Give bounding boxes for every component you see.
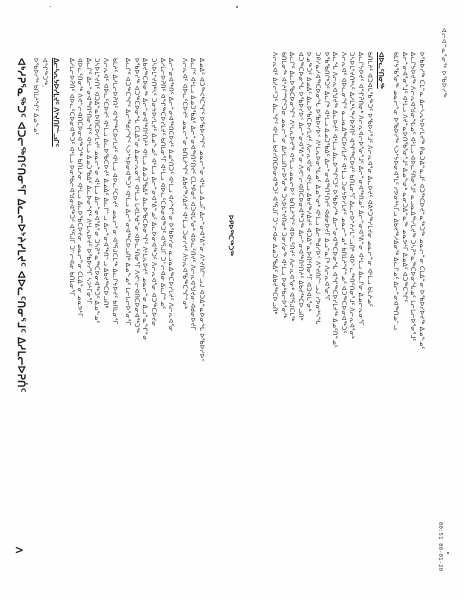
text-line: ᐃᓕᓐᓂᐊᕐᓂᕐᒧᑦ ᐊᒻᒪᓗ ᐱᔪᓐᓇᐅᑎᖃᕐᓂᕐᒧᑦ ᐃᓄᖕᓂᒃ ᓇᓂᑐᐃᓐᓇᖅ ᓄᓇᕗᒻᒥ ᐃᓄᐃᑦ ᐊᑐᖅᑕᖏᑦ xyxy=(400,52,408,303)
text-line: ᐃᓚᒋᔭᐅᔪᖅ ᐱᓕᕆᐊᖑᓂᖓᓄᑦ ᐊᒻᒪᓗ ᐊᐅᓚᑦᑎᓂᕐᒧᑦ ᓇᓗᓇᐃᖅᓯᒪᔪᖅ ᑐᓴᕈᓐᓇᖅᑕᐅᓂᖓᓄᑦ ᒪᓕᒐᓕᐅᕐᓂᕐᒧᑦ xyxy=(409,52,417,342)
text-line: ᐱᓕᕆᐊᑦ ᐃᓱᓕᑦᑐᑦ ᐃᓚᖏᑦ ᐊᒻᒪᓗ ᑲᔪᓯᑎᑕᐅᓂᐊᖅᑐᑦ ᐊᕐᕌᒍᒥ ᑐᓪᓕᐊᓂ ᐃᓄᑐᖃᐃᑦ ᐃᑲᔪᖅᑕᐅᓗᑎᒃ xyxy=(271,52,279,315)
text-line: ᐊᑐᖅᑕᐅᓂᖓ ᐅᖃᐅᓯᐅᑉ ᐃᓕᓐᓂᐊᕐᕕᓐᓂ ᐱᕙᓪᓕᐊᑎᑕᐅᓂᐊᖅᑐᖅ ᐃᓕᓐᓂᐊᖅᑎᑦᑎᔩᑦ ᐃᑲᔪᖅᑕᐅᓗᑎᒃ xyxy=(296,52,304,321)
text-line: ᑐᓴᐅᒪᔾᔪᑎᑦ ᐊᑐᐃᓐᓇᐅᑎᑕᐅᓯᒪᔪᑦ ᓄᓇᓕᓐᓂ ᐊᒻᒪᓗ ᐃᓕᓐᓂᐊᕐᕕᓐᓂ ᑐᓴᕈᓐᓇᖅᑕᐅᓂᐊᖅᑐᑦ ᐃᓄᖕᓄᑦ xyxy=(93,58,101,324)
text-line: ᑲᒪᔩᑦ ᐃᓱᒪᓕᐅᕈᑏᑦ ᐊᖏᖅᑕᐅᓯᒪᔪᑦ ᐊᒻᒪᓗ ᐊᐅᓚᑦᑕᐅᔪᑦ ᓄᓇᓕᓐᓂ ᐊᕐᕌᒍᑕᒫᖅ ᐃᓚᒋᔭᐅᔪᑦ ᑲᑎᒪᓂᕐᒥ xyxy=(110,58,118,325)
text-line: ᑲᒪᒋᔭᖃᕐᓂᖅ ᓄᓇᓕᓐᓂ ᐅᖃᐅᓯᖅ ᓴᐳᔾᔭᐅᓂᐊᕐᒪᑦ ᓯᕗᓂᒃᓴᒥᓗ ᐃᑲᔪᖅᓱᐃᓂᖅ ᐃᓚᒌᓄᑦ ᐃᓕᓐᓂᐊᖅᑎᓄᓪᓗ xyxy=(392,52,400,331)
text-line: ᑲᑎᒪᓂᖅ ᐊᔾᔨᒌᙱᑦᑐᓂ ᓄᓇᓕᓐᓂ ᐃᓱᒫᓘᑎᓕᐅᕐᓂᖅ ᑐᓴᐅᒪᔾᔪᑎᓂᒃ ᑐᓂᓯᓂᖅ ᐊᒻᒪᓗ ᐅᓂᒃᑳᓕᐅᕐᓂᖅ xyxy=(279,52,287,319)
text-line: ᐅᖃᐅᓯᖅ ᐊᑐᖅᑕᐅᓂᖓ ᑕᒪᐃᓐᓂ ᐃᓄᓕᕆᓂᕐᒥ ᐊᒻᒪᓗ ᒐᕙᒪᒃᑯᓐᓂ ᐊᐅᓚᑦᑎᓂᕐᒥ ᐱᕙᓪᓕᐊᑎᑕᐅᓂᐊᖅᑐᖅ xyxy=(132,58,140,334)
text-line: ᑐᑭᓯᓇᓱᐊᖅᑕᐅᓂᖓ ᐅᖃᐅᓯᐅᑉ ᐱᒻᒪᕆᐅᓂᖓᓄᑦ ᐃᓄᖕᓂᒃ ᐊᒻᒪᓗ ᐃᓕᖅᑯᓯᐅᑉ ᐱᔾᔪᑎᒋᓪᓗᒍ ᓯᕗᓂᒃᓴᖓ xyxy=(314,52,322,325)
text-line: ᐃᓚᒌᑦ ᐃᓚᐅᖃᑕᐅᓂᖏᑦ ᐱᒻᒪᕆᐅᔪᖅ ᐊᒻᒪᓗ ᓄᓇᓕᐅᑉ ᑲᑎᒪᔨᖏᑦ ᐊᐅᓚᑦᑎᔪᑦ ᐱᓕᕆᐊᕐᓂᒃ ᐊᕐᕌᒍᑕᒫᖅ xyxy=(288,52,296,322)
paragraph xyxy=(179,58,205,578)
text-line: ᐱᓕᕆᐊᑦ ᐊᐅᓚᑦᑕᐅᔪᑦ ᓄᓇᓕᓐᓂ ᑲᑎᒪᔨᖏᑦ ᐃᑲᔪᖅᓱᐃᔪᑦ ᐊᒻᒪᓗ ᑐᓂᓯᔪᑦ ᐱᔭᕆᐊᖃᖅᑕᖏᓐᓂᒃ xyxy=(180,58,188,310)
text-line: ᐃᑲᔪᖅᑕᐅᓂᖅ ᐃᓕᓐᓂᐊᖅᑎᑦᑎᔩᑦ ᐊᒻᒪᓗ ᐃᓄᑐᖃᐃᑦ ᐃᓚᐅᖃᑕᐅᓂᖏᑦ ᐱᒻᒪᕆᐅᔪᑦ ᓄᓇᓕᓐᓂ ᐃᓗᓐᓇᖏᓐᓂ xyxy=(141,58,149,341)
text-line: ᑲᑎᒪᔩᑦ ᐊᑐᐊᒐᖃᖅᑐᑦ ᐅᖃᐅᓯᕐᒧᑦ ᐱᓕᕆᐊᕐᓂ ᐃᓚᐅᔪᑦ ᐊᕕᒃᑐᖅᓯᒪᔪᓂ ᓄᓇᓕᓐᓂ ᐊᒻᒪᓗ ᑲᒪᔨᓄᑦ xyxy=(365,52,373,307)
section-subtitle: ᐃᓕᓴᕆᔭᐅᓯᒪᔪᑦ ᐱᔾᔪᑎᒋᓪᓗᒋᑦ xyxy=(52,58,61,147)
document-title: ᐊᒃᓱᕈᕐᓇᖅᑐᑦ ᐊᑐᓕᖅᑎᑦᑎᓂᕐᒥ ᐃᓚᓕᐅᔾᔨᓯᒪᔪᑦ ᐊᐅᓚᑦᑎᓂᕐᒧᑦ ᐃᓱᒪᓕᐅᕈᑏᑦ xyxy=(15,58,27,393)
bottom-section xyxy=(15,58,205,578)
fax-timestamp: 00:51 80-01-20 xyxy=(437,522,443,572)
text-line: ᐃᓱᒪᓕᐅᕈᑏᑦ ᐊᖏᖅᑕᐅᓯᒪᔪᑦ ᑲᑎᒪᓂᕐᒥ ᐊᒻᒪᓗ ᐊᐅᓚᑦᑕᐅᓂᐊᖅᑐᑦ ᐊᕐᕌᒍᒥ ᑐᓪᓕᐊᓂ ᐃᓚᒌᓐᓄᑦ xyxy=(158,58,166,310)
text-line: ᐃᓄᐃᑦ ᐊᑐᖅᐸᒃᑕᖏᑦ ᐅᖃᐅᓯᖏᑦ ᓄᓇᓕᓐᓂ ᐊᒻᒪᓗ ᐃᓗᒥ ᐃᓕᓐᓂᐊᕐᕕᓐᓂ ᐱᔾᔪᑎᒋᓪᓗᒍ ᐊᑐᐃᓐᓇᐅᓂᖓ ᐅᖃᐅᓯᐅᑉ xyxy=(198,58,205,362)
text-line: ᑐᓴᐅᒪᔾᔪᑎᒃᓴᑦ ᐃᓱᒪᒃᓴᖅᓯᐅᕈᑎᑦ ᐊᖏᖅᑕᐅᔪᑦ ᑲᑎᒪᓂᕐᒥ ᐃᓚᓕᐅᔾᔨᓯᒪᓪᓗᑎᒃ ᐊᐅᓪᓚᖅᑎᑦᑎᓂᕐᒧᑦ ᐱᓕᕆᐊᕐᓂᒃ xyxy=(348,52,356,339)
text-line: ᐅᓄᖅᑐᑦ ᐃᓄᐃᑦ ᐃᓚᐅᖃᑕᐅᓯᒪᔪᑦ ᐱᓕᕆᐊᕐᓂ ᐊᒻᒪᓗ ᐃᑲᔪᖅᓱᐃᔪᑦ ᐊᑐᐃᓐᓇᐅᑎᑦᑎᓂᕐᒥ ᐊᑐᐊᒐᕐᓂᒃ xyxy=(305,52,313,312)
text-line: ᐱᓕᕆᐊᑦ ᐊᐅᓚᓂᖏᑦ ᓇᓗᓇᐃᖅᑕᐅᓯᒪᔪᑦ ᐊᒻᒪᓗ ᑐᓂᔭᐅᓯᒪᔪᑦ ᓄᓇᓕᓐᓄᑦ ᑲᑎᒪᔨᖏᓐᓄᑦ ᐊᑐᖅᑕᐅᓂᐊᖅᑐᑦ xyxy=(339,52,347,334)
text-line: ᐅᖃᖃᑎᒌᒃᑐᑦ ᐃᓚᒌᒃ ᐊᒻᒪᓗ ᐃᓄᑐᖃᐃᑦ ᐃᓕᓐᓂᐊᖅᑎᑦᑎᔪᑦ ᐊᑯᓂᐅᔪᒥ ᐃᓗᓐᓇᒥᒃ ᐱᓕᕆᐊᕐᓂᕐᒥ xyxy=(322,52,330,301)
paragraph xyxy=(123,58,175,578)
text-line: ᐃᓚᒌᑦ ᐃᓕᓐᓂᐊᖅᑎᑦᑎᓂᖏᑦ ᐊᒻᒪᓗ ᐃᓄᑐᖃᐃᑦ ᐃᓚᐅᓂᖏᑦ ᐱᒻᒪᕆᐅᔪᑦ ᐅᖃᐅᓯᕐᒥ ᓴᐳᒻᒥᓂᕐᒥ xyxy=(84,58,92,305)
text-line: ᐊᐅᓚᑦᑎᓂᖅ ᐱᕙᓪᓕᐊᑎᑕᐅᓂᐊᖅᑐᖅ ᑲᑎᒪᔨᓂ ᐊᒻᒪᓗ ᐃᓚᐅᖃᑕᐅᔪᓂ ᓄᓇᓕᓐᓂ ᑕᒪᐃᓐᓂ ᓄᓇᕗᒻᒥ xyxy=(76,58,84,317)
text-line: ᐃᓚᒌᑦ ᐊᒻᒪᓗ ᐃᓄᑐᖃᐃᑦ ᐃᓕᓐᓂᐊᖅᑎᑦᑎᔪᑦ ᑕᒪᒃᑭᓂᑦ ᐊᑐᐊᒐᕐᓂᒃ ᐊᐅᓚᑦᑎᔪᑦ ᐱᓕᕆᐊᖑᔪᓂ ᐊᑯᓂᐅᔪᒥ xyxy=(189,58,197,331)
paragraph xyxy=(270,52,373,572)
text-line: ᐅᖃᐅᓯᖅ ᑕᒪᓐᓇ ᐃᓕᓴᕆᔭᐅᓯᒪᔪᖅ ᑭᓇᑐᐃᓐᓇᒧᑦ ᐊᑐᖅᑕᐅᔪᓐᓇᖅᑐᖅ ᓄᓇᓕᓐᓂ ᑕᒪᐃᓐᓂ ᐅᖃᐅᓯᐅᔪᖅ ᐃᓄᖕᓄᑦ xyxy=(418,52,425,350)
section-heading: ᐊᐅᓚᑦᑎᓂᖅ xyxy=(376,52,385,89)
top-section xyxy=(265,52,426,572)
sign-line: ᐅᖃᐅᓯᖅ ᑲᑎᒪᔨᖏᑦ ᐃᓄᖕᓄᑦ xyxy=(32,58,40,136)
paragraph xyxy=(391,52,425,572)
corner-mark: ᐱ xyxy=(13,547,23,554)
text-line: ᐃᓚᒌᑦ ᐊᑐᖅᑕᖏᑦ ᐃᓕᖅᑯᓯᖏᑦ ᓴᐳᔾᔭᐅᓂᐊᖅᑐᑦ ᐊᒻᒪᓗ ᐃᓕᓐᓂᐊᖅᑕᐅᓗᑎᒃ ᐃᓄᖕᓄᑦ ᒪᓕᒐᓕᐅᕐᓂᕐᒥ xyxy=(124,58,132,326)
paragraph xyxy=(66,58,118,578)
text-line: ᑐᓴᐅᒪᔾᔪᑎᒃᓴᑦ ᑐᓂᔭᐅᓯᒪᔪᑦ ᐃᓄᖕᓄᑦ ᐊᒻᒪᓗ ᐃᓕᓐᓂᐊᕐᕕᓐᓄᑦ ᐃᓚᐅᓂᐊᖅᑐᑦ ᐱᓕᕆᐊᕐᓂ ᐊᑐᖅᑕᐅᔪᓂ xyxy=(150,58,158,327)
text-line: ᐃᓚᖓ ᐱᓕᕆᐊᖑᔪᖅ ᐃᓚᐅᔪᑦ ᐊᒻᒪᓗ ᐃᓚᐅᙱᑦᑐᑦ ᐅᖃᐅᓯᖅ ᐃᓕᓐᓂᐊᖅᑕᐅᓂᖓ ᐊᖏᖅᑕᐅᓯᒪᔪᖅ ᐃᓄᑦᑎᓐᓄᑦ xyxy=(331,52,339,348)
text-line: ᐃᓚᒋᔭᐅᔪᑦ ᐊᖏᕈᑎᓂᒃ ᐱᓕᕆᐊᓕᐅᕐᓂᕐᒧᑦ ᐃᓕᓐᓂᐊᖅᑎᓄᑦ ᐃᓕᓐᓂᐊᕐᕕᓐᓂ ᐊᒻᒪᓗ ᐃᓚᒌᓂ ᐃᓄᓕᕆᓂᕐᒥ xyxy=(357,52,365,326)
text-line: ᐱᓕᕆᐊᑦ ᐊᐅᓚᑦᑕᐅᔪᑦ ᐊᒻᒪᓗ ᐃᓚᐅᖃᑕᐅᔪᑦ ᐃᓄᐃᑦ ᐃᓚᒌᓪᓗ ᐃᓕᓐᓂᐊᖅᑎᓪᓗ ᐃᑲᔪᖅᑕᐅᓗᑎᒃ xyxy=(102,58,110,309)
running-title: ᐊᓕᐊᓐᓇᕐᓂᖅ ᐅᖃᐅᓯᖅ xyxy=(440,28,447,99)
page-marker: ᐅᑭᐅᖅᑕᖅᑐᖅ xyxy=(227,215,235,256)
sign-line: ᐊᖏᖅᑐᖅ, xyxy=(41,58,49,88)
text-line: ᐃᓱᒪᓕᐅᕈᑏᑦ ᐊᐅᓚᑦᑕᐅᓂᐊᖅᑐᑦ ᐊᒻᒪᓗ ᐅᓂᒃᑳᓕᐊᖑᓂᐊᖅᑐᑦ ᐊᕐᕌᒍᒥ ᑐᓪᓕᐊᓂ ᑲᑎᒪᓂᕐᒥ xyxy=(67,58,75,296)
text-line: ᐃᓕᓐᓂᐊᖅᑏᑦ ᐃᓕᓐᓂᐊᖅᑎᑕᐅᔪᑦ ᐃᓄᑦᑎᑐᑦ ᐊᒻᒪᓗ ᐊᓯᖏᓐᓂ ᐅᖃᐅᓯᓂ ᓇᓗᓇᐃᖅᑕᐅᓯᒪᔪᑦ ᐱᓕᕆᐊᕐᓂ xyxy=(167,58,175,332)
